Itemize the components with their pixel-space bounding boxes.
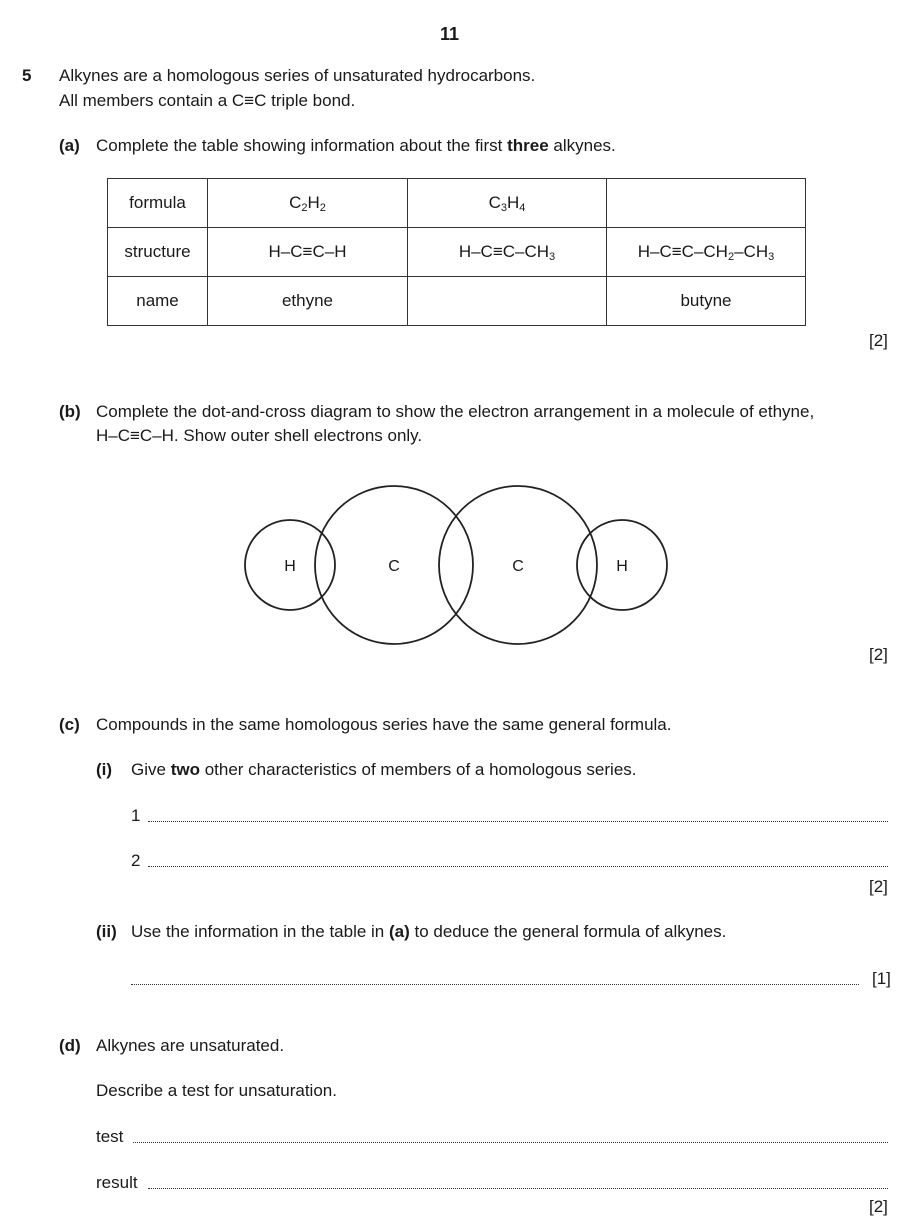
- formula-propyne: $C_3H_4$: [408, 179, 607, 228]
- part-b-line2: H–C≡C–H. Show outer shell electrons only.: [96, 426, 423, 445]
- test-answer-line[interactable]: [133, 1142, 888, 1143]
- part-c-i-marks: [2]: [869, 877, 888, 896]
- part-c-label: (c): [59, 715, 80, 734]
- part-d-marks: [2]: [869, 1197, 888, 1216]
- formula-butyne-blank[interactable]: [607, 179, 806, 228]
- question-number: 5: [22, 66, 32, 85]
- part-a-marks: [2]: [869, 331, 888, 350]
- question-intro-line1: Alkynes are a homologous series of unsaturated hydrocarbons.: [59, 66, 536, 85]
- part-a-text: Complete the table showing information about the first three alkynes.: [96, 136, 616, 155]
- part-d-text: Alkynes are unsaturated.: [96, 1036, 285, 1055]
- part-c-i-text: Give two other characteristics of members of a homologous series.: [131, 760, 637, 779]
- answer-line-1[interactable]: [148, 821, 888, 822]
- test-label: test: [96, 1127, 124, 1146]
- result-answer-line[interactable]: [148, 1188, 888, 1189]
- part-d-label: (d): [59, 1036, 81, 1055]
- part-c-i-label: (i): [96, 760, 113, 779]
- structure-propyne: $H-C\equiv C-CH_3$: [408, 228, 607, 277]
- name-propyne-blank[interactable]: [408, 277, 607, 326]
- atom-label-h1: H: [284, 558, 296, 575]
- part-c-ii-text: Use the information in the table in (a) to deduce the general formula of alkynes.: [131, 922, 727, 941]
- alkynes-table: [107, 178, 806, 326]
- dot-cross-diagram[interactable]: [238, 482, 678, 662]
- table-row-formula: [108, 179, 806, 228]
- name-ethyne: ethyne: [208, 277, 408, 326]
- part-c-ii-label: (ii): [96, 922, 117, 941]
- formula-header: formula: [108, 179, 208, 228]
- question-intro-line2: All members contain a C≡C triple bond.: [59, 91, 356, 110]
- structure-butyne: $H-C\equiv C-CH_2-CH_3$: [607, 228, 806, 277]
- part-d-prompt: Describe a test for unsaturation.: [96, 1081, 337, 1100]
- part-b-marks: [2]: [869, 645, 888, 664]
- name-butyne: butyne: [607, 277, 806, 326]
- structure-header: structure: [108, 228, 208, 277]
- answer-line-1-number: 1: [131, 806, 141, 825]
- general-formula-answer-line[interactable]: [131, 984, 859, 985]
- name-header: name: [108, 277, 208, 326]
- table-row-structure: [108, 228, 806, 277]
- result-label: result: [96, 1173, 138, 1192]
- page-number: 11: [440, 24, 460, 44]
- table-row-name: [108, 277, 806, 326]
- atom-label-h2: H: [616, 558, 628, 575]
- structure-ethyne: H–C≡C–H: [208, 228, 408, 277]
- part-b-line1: Complete the dot-and-cross diagram to show the electron arrangement in a molecule of ethyne,: [96, 402, 815, 421]
- answer-line-2-number: 2: [131, 851, 141, 870]
- formula-ethyne: $C_2H_2$: [208, 179, 408, 228]
- part-a-label: (a): [59, 136, 80, 155]
- answer-line-2[interactable]: [148, 866, 888, 867]
- part-c-ii-marks: [1]: [872, 969, 891, 988]
- atom-label-c1: C: [388, 558, 400, 575]
- part-b-label: (b): [59, 402, 81, 421]
- atom-label-c2: C: [512, 558, 524, 575]
- part-c-text: Compounds in the same homologous series have the same general formula.: [96, 715, 672, 734]
